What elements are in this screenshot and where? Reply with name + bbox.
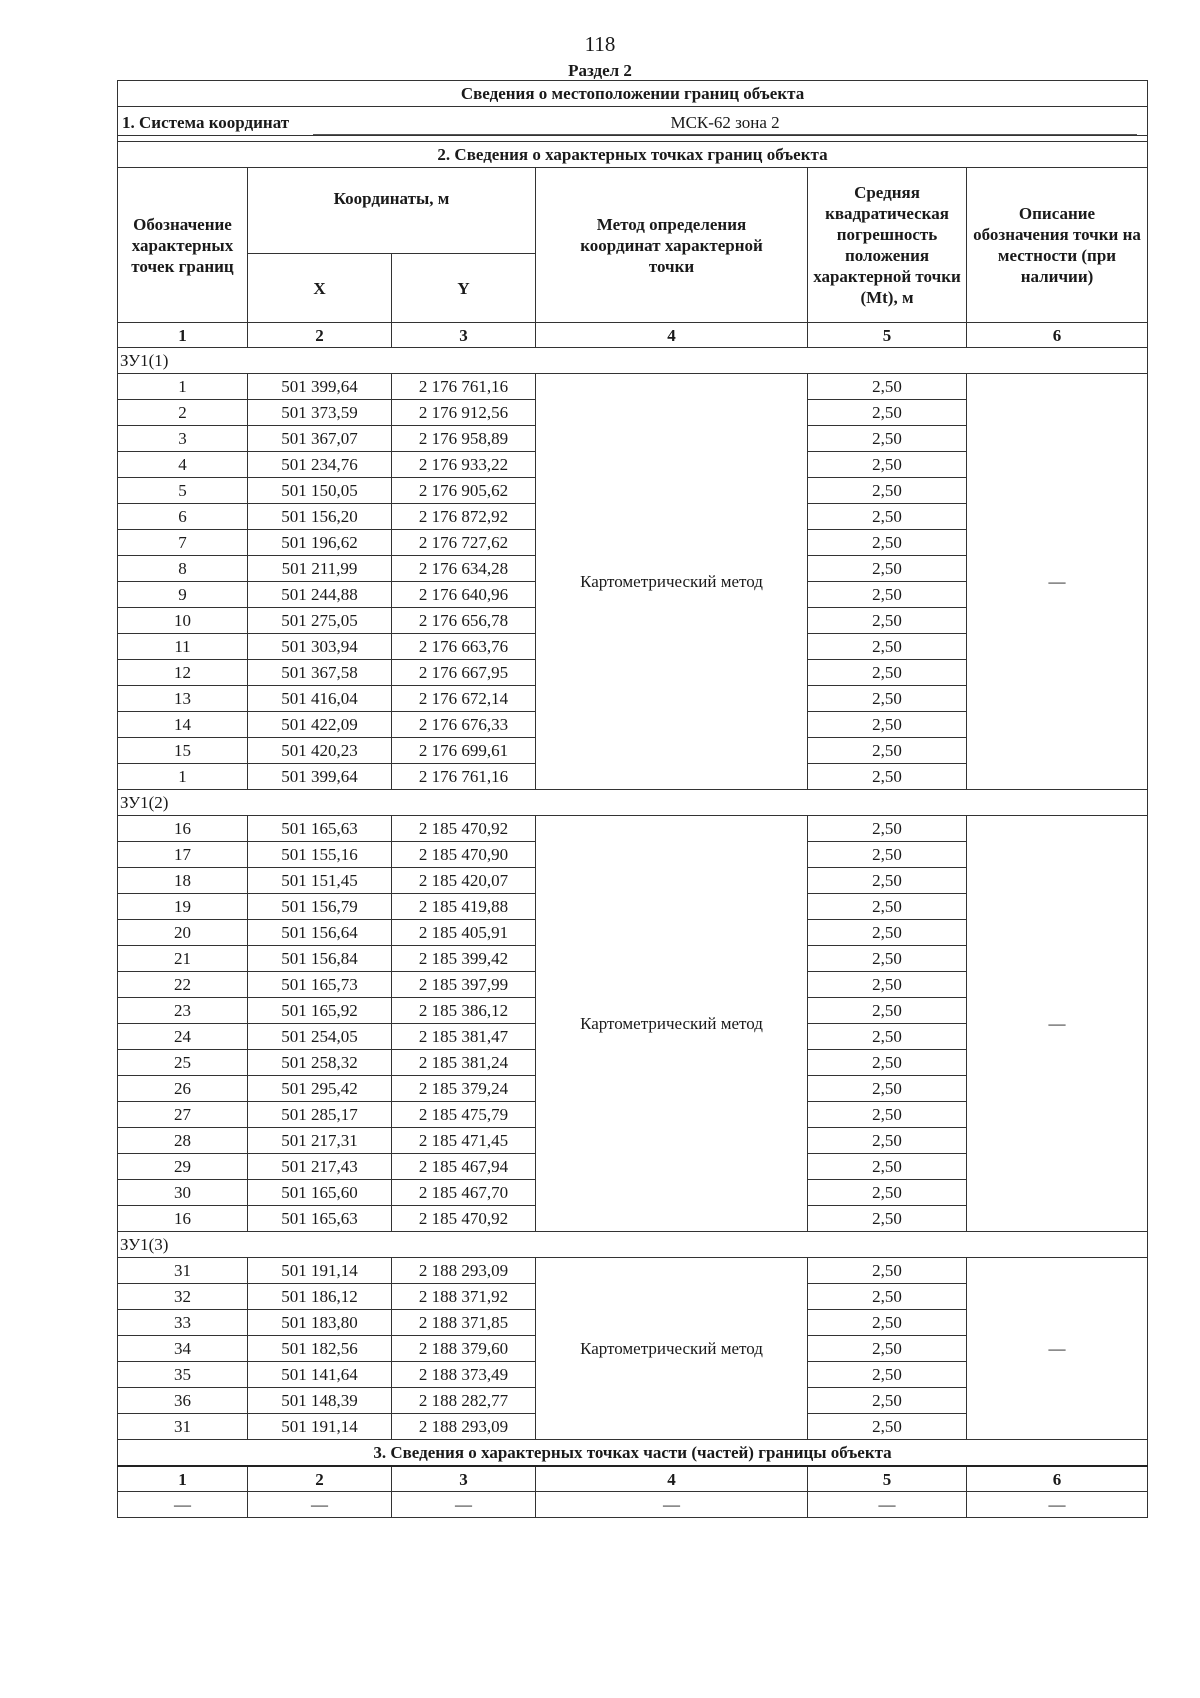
parts-column-number: 4	[536, 1466, 808, 1492]
coord-y: 2 176 727,62	[392, 530, 536, 556]
coord-x: 501 186,12	[248, 1284, 392, 1310]
coord-x: 501 141,64	[248, 1362, 392, 1388]
point-number: 29	[118, 1154, 248, 1180]
point-number: 36	[118, 1388, 248, 1414]
coord-y: 2 176 912,56	[392, 400, 536, 426]
mean-error: 2,50	[808, 530, 967, 556]
mean-error: 2,50	[808, 998, 967, 1024]
point-number: 33	[118, 1310, 248, 1336]
mean-error: 2,50	[808, 920, 967, 946]
coord-y: 2 176 933,22	[392, 452, 536, 478]
coord-system-row	[118, 107, 1148, 136]
coord-y: 2 185 399,42	[392, 946, 536, 972]
mean-error: 2,50	[808, 1154, 967, 1180]
mean-error: 2,50	[808, 1414, 967, 1440]
coord-x: 501 191,14	[248, 1258, 392, 1284]
coord-x: 501 156,20	[248, 504, 392, 530]
point-number: 32	[118, 1284, 248, 1310]
point-number: 30	[118, 1180, 248, 1206]
coord-x: 501 420,23	[248, 738, 392, 764]
column-number: 3	[392, 323, 536, 348]
coord-system-value: МСК-62 зона 2	[670, 113, 780, 132]
coord-y: 2 185 470,92	[392, 1206, 536, 1232]
mean-error: 2,50	[808, 556, 967, 582]
coord-y: 2 176 958,89	[392, 426, 536, 452]
coord-x: 501 303,94	[248, 634, 392, 660]
coord-y: 2 185 381,24	[392, 1050, 536, 1076]
coord-x: 501 148,39	[248, 1388, 392, 1414]
mean-error: 2,50	[808, 764, 967, 790]
coord-y: 2 176 699,61	[392, 738, 536, 764]
coord-y: 2 176 672,14	[392, 686, 536, 712]
point-number: 16	[118, 816, 248, 842]
group-header-row	[118, 790, 1148, 816]
point-number: 28	[118, 1128, 248, 1154]
coord-x: 501 295,42	[248, 1076, 392, 1102]
point-number: 13	[118, 686, 248, 712]
coord-y: 2 188 293,09	[392, 1414, 536, 1440]
header-coordinates: Координаты, м	[248, 168, 536, 254]
coord-y: 2 176 676,33	[392, 712, 536, 738]
coord-x: 501 150,05	[248, 478, 392, 504]
column-number: 5	[808, 323, 967, 348]
parts-title: 3. Сведения о характерных точках части (частей) границы объекта	[118, 1440, 1148, 1467]
coord-x: 501 191,14	[248, 1414, 392, 1440]
parts-column-number: 2	[248, 1466, 392, 1492]
method-cell: Картометрический метод	[536, 816, 808, 1232]
description-cell: —	[967, 1258, 1148, 1440]
coord-y: 2 185 471,45	[392, 1128, 536, 1154]
group-header-row	[118, 348, 1148, 374]
mean-error: 2,50	[808, 608, 967, 634]
coord-x: 501 165,92	[248, 998, 392, 1024]
point-number: 8	[118, 556, 248, 582]
coord-x: 501 156,64	[248, 920, 392, 946]
header-mean-error: Средняя квадратическая погрешность положения характерной точки (Mt), м	[808, 168, 967, 323]
coord-x: 501 156,84	[248, 946, 392, 972]
coord-y: 2 176 656,78	[392, 608, 536, 634]
coord-y: 2 185 420,07	[392, 868, 536, 894]
mean-error: 2,50	[808, 426, 967, 452]
mean-error: 2,50	[808, 478, 967, 504]
parts-value: —	[392, 1492, 536, 1518]
mean-error: 2,50	[808, 660, 967, 686]
coord-x: 501 258,32	[248, 1050, 392, 1076]
mean-error: 2,50	[808, 1206, 967, 1232]
coord-y: 2 185 405,91	[392, 920, 536, 946]
column-number: 2	[248, 323, 392, 348]
point-number: 24	[118, 1024, 248, 1050]
coord-x: 501 183,80	[248, 1310, 392, 1336]
group-name: ЗУ1(2)	[118, 790, 1148, 816]
column-number: 1	[118, 323, 248, 348]
points-title: 2. Сведения о характерных точках границ объекта	[118, 142, 1148, 168]
parts-column-number: 1	[118, 1466, 248, 1492]
point-number: 35	[118, 1362, 248, 1388]
point-number: 3	[118, 426, 248, 452]
coord-x: 501 182,56	[248, 1336, 392, 1362]
point-number: 5	[118, 478, 248, 504]
coord-y: 2 176 905,62	[392, 478, 536, 504]
coord-x: 501 165,60	[248, 1180, 392, 1206]
description-cell: —	[967, 374, 1148, 790]
mean-error: 2,50	[808, 738, 967, 764]
coord-x: 501 165,63	[248, 1206, 392, 1232]
header-description: Описание обозначения точки на местности (при наличии)	[967, 168, 1148, 323]
point-number: 16	[118, 1206, 248, 1232]
point-number: 10	[118, 608, 248, 634]
point-number: 11	[118, 634, 248, 660]
description-cell: —	[967, 816, 1148, 1232]
mean-error: 2,50	[808, 946, 967, 972]
coord-x: 501 367,07	[248, 426, 392, 452]
mean-error: 2,50	[808, 1102, 967, 1128]
header-y: Y	[392, 254, 536, 323]
coord-x: 501 275,05	[248, 608, 392, 634]
parts-value: —	[536, 1492, 808, 1518]
coord-y: 2 185 470,90	[392, 842, 536, 868]
parts-value: —	[967, 1492, 1148, 1518]
table-row	[118, 816, 1148, 842]
parts-value: —	[808, 1492, 967, 1518]
coord-y: 2 188 373,49	[392, 1362, 536, 1388]
table-title: Сведения о местоположении границ объекта	[118, 81, 1148, 107]
mean-error: 2,50	[808, 1284, 967, 1310]
page-number: 118	[584, 32, 616, 56]
point-number: 17	[118, 842, 248, 868]
column-number: 4	[536, 323, 808, 348]
coord-system-label: 1. Система координат	[122, 113, 290, 132]
coord-y: 2 188 282,77	[392, 1388, 536, 1414]
coord-y: 2 185 467,70	[392, 1180, 536, 1206]
mean-error: 2,50	[808, 1076, 967, 1102]
group-name: ЗУ1(1)	[118, 348, 1148, 374]
mean-error: 2,50	[808, 400, 967, 426]
point-number: 2	[118, 400, 248, 426]
point-number: 1	[118, 374, 248, 400]
coord-y: 2 176 667,95	[392, 660, 536, 686]
coord-x: 501 254,05	[248, 1024, 392, 1050]
boundary-table	[117, 80, 1148, 1518]
mean-error: 2,50	[808, 1180, 967, 1206]
point-number: 31	[118, 1258, 248, 1284]
point-number: 27	[118, 1102, 248, 1128]
method-cell: Картометрический метод	[536, 374, 808, 790]
method-cell: Картометрический метод	[536, 1258, 808, 1440]
coord-y: 2 188 371,85	[392, 1310, 536, 1336]
point-number: 25	[118, 1050, 248, 1076]
point-number: 6	[118, 504, 248, 530]
point-number: 31	[118, 1414, 248, 1440]
coord-y: 2 176 634,28	[392, 556, 536, 582]
mean-error: 2,50	[808, 1388, 967, 1414]
coord-x: 501 373,59	[248, 400, 392, 426]
mean-error: 2,50	[808, 816, 967, 842]
coord-x: 501 151,45	[248, 868, 392, 894]
column-numbers-row	[118, 323, 1148, 348]
mean-error: 2,50	[808, 582, 967, 608]
coord-x: 501 196,62	[248, 530, 392, 556]
mean-error: 2,50	[808, 686, 967, 712]
point-number: 18	[118, 868, 248, 894]
coord-y: 2 176 640,96	[392, 582, 536, 608]
mean-error: 2,50	[808, 842, 967, 868]
parts-value: —	[248, 1492, 392, 1518]
parts-column-number: 5	[808, 1466, 967, 1492]
group-header-row	[118, 1232, 1148, 1258]
coord-x: 501 165,63	[248, 816, 392, 842]
coord-y: 2 185 381,47	[392, 1024, 536, 1050]
mean-error: 2,50	[808, 972, 967, 998]
point-number: 14	[118, 712, 248, 738]
header-method: Метод определения координат характерной точки	[536, 168, 808, 323]
mean-error: 2,50	[808, 868, 967, 894]
coord-x: 501 217,43	[248, 1154, 392, 1180]
point-number: 1	[118, 764, 248, 790]
coord-y: 2 185 470,92	[392, 816, 536, 842]
parts-column-numbers-row	[118, 1466, 1148, 1492]
point-number: 20	[118, 920, 248, 946]
coord-y: 2 188 371,92	[392, 1284, 536, 1310]
column-number: 6	[967, 323, 1148, 348]
coord-y: 2 176 761,16	[392, 764, 536, 790]
coord-x: 501 156,79	[248, 894, 392, 920]
parts-column-number: 6	[967, 1466, 1148, 1492]
parts-values-row	[118, 1492, 1148, 1518]
mean-error: 2,50	[808, 1310, 967, 1336]
point-number: 4	[118, 452, 248, 478]
mean-error: 2,50	[808, 1050, 967, 1076]
point-number: 34	[118, 1336, 248, 1362]
table-row	[118, 374, 1148, 400]
parts-value: —	[118, 1492, 248, 1518]
mean-error: 2,50	[808, 634, 967, 660]
coord-y: 2 176 761,16	[392, 374, 536, 400]
point-number: 21	[118, 946, 248, 972]
mean-error: 2,50	[808, 1336, 967, 1362]
coord-y: 2 185 397,99	[392, 972, 536, 998]
point-number: 15	[118, 738, 248, 764]
mean-error: 2,50	[808, 894, 967, 920]
coord-x: 501 367,58	[248, 660, 392, 686]
mean-error: 2,50	[808, 1258, 967, 1284]
parts-column-number: 3	[392, 1466, 536, 1492]
section-title: Раздел 2	[568, 61, 632, 80]
point-number: 12	[118, 660, 248, 686]
mean-error: 2,50	[808, 504, 967, 530]
point-number: 22	[118, 972, 248, 998]
coord-x: 501 422,09	[248, 712, 392, 738]
coord-y: 2 185 419,88	[392, 894, 536, 920]
coord-y: 2 185 475,79	[392, 1102, 536, 1128]
coord-x: 501 234,76	[248, 452, 392, 478]
coord-x: 501 399,64	[248, 374, 392, 400]
coord-x: 501 285,17	[248, 1102, 392, 1128]
mean-error: 2,50	[808, 1128, 967, 1154]
coord-x: 501 165,73	[248, 972, 392, 998]
coord-y: 2 188 293,09	[392, 1258, 536, 1284]
coord-x: 501 217,31	[248, 1128, 392, 1154]
table-row	[118, 1258, 1148, 1284]
mean-error: 2,50	[808, 712, 967, 738]
coord-y: 2 188 379,60	[392, 1336, 536, 1362]
point-number: 19	[118, 894, 248, 920]
coord-x: 501 211,99	[248, 556, 392, 582]
point-number: 23	[118, 998, 248, 1024]
coord-x: 501 416,04	[248, 686, 392, 712]
mean-error: 2,50	[808, 452, 967, 478]
coord-y: 2 185 467,94	[392, 1154, 536, 1180]
mean-error: 2,50	[808, 1024, 967, 1050]
coord-y: 2 176 663,76	[392, 634, 536, 660]
point-number: 9	[118, 582, 248, 608]
coord-y: 2 185 386,12	[392, 998, 536, 1024]
point-number: 7	[118, 530, 248, 556]
coord-y: 2 176 872,92	[392, 504, 536, 530]
coord-y: 2 185 379,24	[392, 1076, 536, 1102]
coord-x: 501 399,64	[248, 764, 392, 790]
mean-error: 2,50	[808, 374, 967, 400]
header-x: X	[248, 254, 392, 323]
group-name: ЗУ1(3)	[118, 1232, 1148, 1258]
point-number: 26	[118, 1076, 248, 1102]
coord-x: 501 244,88	[248, 582, 392, 608]
header-point-designation: Обозначение характерных точек границ	[118, 168, 248, 323]
coord-x: 501 155,16	[248, 842, 392, 868]
mean-error: 2,50	[808, 1362, 967, 1388]
